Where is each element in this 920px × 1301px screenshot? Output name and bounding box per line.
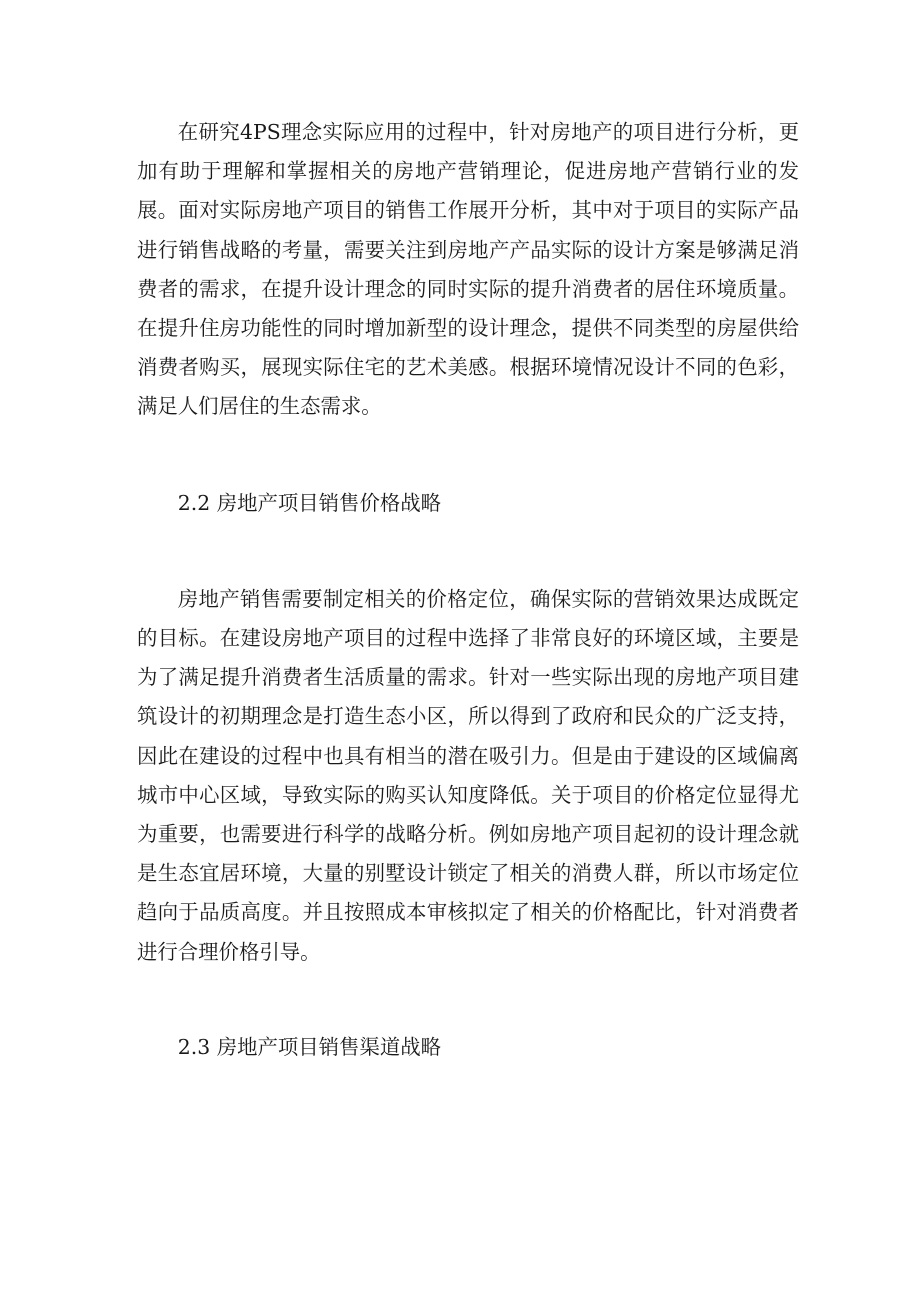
paragraph-price-strategy: 房地产销售需要制定相关的价格定位，确保实际的营销效果达成既定的目标。在建设房地产项目的过程中选择了非常良好的环境区域，主要是为了满足提升消费者生活质量的需求。针对一些实际出现的房地产项目建筑设计的初期理念是打造生态小区，所以得到了政府和民众的广泛支持，因此在建设的过程中也具有相当的潜在吸引力。但是由于建设的区域偏离城市中心区域，导致实际的购买认知度降低。关于项目的价格定位显得尤为重要，也需要进行科学的战略分析。例如房地产项目起初的设计理念就是生态宜居环境，大量的别墅设计锁定了相关的消费人群，所以市场定位趋向于品质高度。并且按照成本审核拟定了相关的价格配比，针对消费者进行合理价格引导。 [137, 586, 799, 964]
paragraph-spacing [137, 427, 799, 484]
document-body [137, 113, 799, 1067]
paragraph-spacing [137, 972, 799, 1028]
section-heading-channel-strategy: 2.3 房地产项目销售渠道战略 [177, 1034, 442, 1059]
section-heading-price-strategy: 2.2 房地产项目销售价格战略 [177, 490, 442, 515]
paragraph-spacing [137, 523, 799, 580]
paragraph-4ps-product-strategy: 在研究4PS理念实际应用的过程中，针对房地产的项目进行分析，更加有助于理解和掌握相关的房地产营销理论，促进房地产营销行业的发展。面对实际房地产项目的销售工作展开分析，其中对于项目的实际产品进行销售战略的考量，需要关注到房地产产品实际的设计方案是够满足消费者的需求，在提升设计理念的同时实际的提升消费者的居住环境质量。在提升住房功能性的同时增加新型的设计理念，提供不同类型的房屋供给消费者购买，展现实际住宅的艺术美感。根据环境情况设计不同的色彩，满足人们居住的生态需求。 [137, 120, 799, 419]
